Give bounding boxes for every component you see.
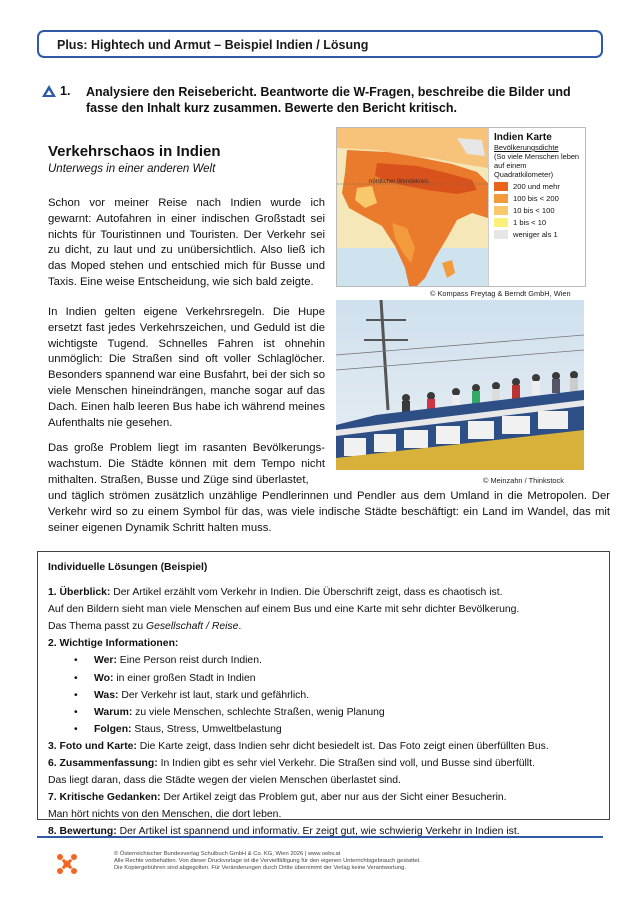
legend-label: 200 und mehr: [513, 182, 560, 191]
solution-bullet-list: [48, 652, 603, 737]
solution-item-1: 1. Überblick: Der Artikel erzählt vom Verkehr in Indien. Die Überschrift zeigt, dass es chaotisch ist.: [48, 587, 503, 599]
india-density-map: [336, 127, 586, 287]
list-item: • Was: Der Verkehr ist laut, stark und gefährlich.: [74, 689, 310, 701]
header-box: [37, 30, 603, 58]
solution-box: [37, 551, 610, 838]
map-legend-title: Indien Karte: [494, 132, 552, 143]
crowded-bus-photo: [336, 300, 584, 470]
map-legend: [488, 128, 585, 286]
map-legend-subtitle: [494, 143, 580, 179]
footer-copyright: [114, 851, 534, 873]
list-item: • Folgen: Staus, Stress, Umweltbelastung: [74, 723, 282, 735]
legend-swatch: [494, 206, 508, 215]
solution-item-1-line-3: Das Thema passt zu Gesellschaft / Reise.: [48, 621, 242, 633]
solution-item-7: 7. Kritische Gedanken: Der Artikel zeigt das Problem gut, aber nur aus der Sicht einer Besucherin.: [48, 792, 507, 804]
article-paragraph-3: Das große Problem liegt im rasanten Bevölkerungs-wachstum. Die Städte können mit dem Tempo nicht mithalten. Straßen, Busse und Züge sind überlastet,: [48, 442, 325, 486]
solution-item-3: 3. Foto und Karte: Die Karte zeigt, dass Indien sehr dicht besiedelt ist. Das Foto zeigt einen überfüllten Bus.: [48, 740, 549, 752]
article-paragraph-1: Schon vor meiner Reise nach Indien wurde ich gewarnt: Autofahren in einer indischen Großstadt sei nichts für Touristinnen und Touristen. Der Verkehr sei zu dicht, zu laut und zu unübersichtlich. Also ließ ich das Moped stehen und entschied mich für Busse und Taxis. Eine weise Entscheidung, wie sich bald zeigte.: [48, 197, 325, 288]
article-paragraph-3-continued: und täglich strömen zusätzlich unzählige Pendlerinnen und Pendler aus dem Umland in die Metropolen. Der Verkehr wird so zu einem Symbol für das, was viele indische Städte beschäftigt: ein Land im Wandel, das mit seiner eigenen Dynamik Schritt halten muss.: [48, 490, 610, 534]
footer-line-1: © Österreichischer Bundesverlag Schulbuch GmbH & Co. KG, Wien 2026 | www.oebv.at: [114, 851, 341, 857]
list-item: • Wo: in einer großen Stadt in Indien: [74, 672, 256, 684]
legend-label: 10 bis < 100: [513, 206, 555, 215]
warning-triangle-icon: [42, 85, 56, 97]
list-item: • Wer: Eine Person reist durch Indien.: [74, 655, 262, 667]
page-title: Plus: Hightech und Armut – Beispiel Indien / Lösung: [57, 38, 369, 52]
legend-row: [494, 218, 580, 227]
legend-swatch: [494, 218, 508, 227]
footer-divider: [37, 836, 603, 838]
legend-label: 100 bis < 200: [513, 194, 559, 203]
article-title: Verkehrschaos in Indien: [48, 143, 221, 160]
article-subtitle: Unterwegs in einer anderen Welt: [48, 163, 216, 175]
footer-line-3: Die Kopiergebühren sind abgegolten. Für Veränderungen durch Dritte übernimmt der Verlag keine Verantwortung.: [114, 865, 406, 872]
footer-line-2: Alle Rechte vorbehalten. Von dieser Druckvorlage ist die Vervielfältigung für den eigenen Unterrichtsgebrauch gestattet.: [114, 858, 421, 865]
solution-item-6-line-2: Das liegt daran, dass die Städte wegen der vielen Menschen überlastet sind.: [48, 775, 401, 787]
solution-item-7-line-2: Man hört nichts von den Menschen, die dort leben.: [48, 809, 282, 821]
legend-swatch: [494, 182, 508, 191]
map-legend-rows: [494, 182, 580, 239]
legend-swatch: [494, 194, 508, 203]
legend-row: [494, 230, 580, 239]
tropic-label: nördlicher Wendekreis: [369, 179, 429, 185]
publisher-logo-icon: [55, 852, 79, 876]
legend-label: weniger als 1: [513, 230, 558, 239]
solution-item-8: 8. Bewertung: Der Artikel ist spannend und informativ. Er zeigt gut, wie schwierig Verkehr in Indien ist.: [48, 826, 520, 838]
solution-item-1-line-2: Auf den Bildern sieht man viele Menschen auf einem Bus und eine Karte mit sehr dichter Bevölkerung.: [48, 604, 520, 616]
map-legend-subtitle-underlined: Bevölkerungsdichte: [494, 143, 559, 152]
legend-row: [494, 206, 580, 215]
task-number: 1.: [60, 84, 71, 98]
solution-content: [48, 559, 603, 841]
solution-heading: Individuelle Lösungen (Beispiel): [48, 562, 208, 573]
article-paragraph-2: In Indien gelten eigene Verkehrsregeln. Die Hupe ersetzt fast jedes Verkehrszeichen, und Geduld ist die wichtigste Tugend. Schnelles Fahren ist ohnehin unmöglich: Die Straßen sind oft voller Schlaglöcher. Besonders spannend war eine Busfahrt, bei der sich so viele Menschen hineindrängen, manche sogar auf das Dach. Einen halb leeren Bus habe ich während meines Aufenthalts nie gesehen.: [48, 306, 325, 429]
solution-item-6: 6. Zusammenfassung: In Indien gibt es sehr viel Verkehr. Die Straßen sind voll, und Busse sind überfüllt.: [48, 758, 535, 770]
legend-row: [494, 182, 580, 191]
solution-item-2: 2. Wichtige Informationen:: [48, 638, 179, 650]
map-legend-subtitle-rest: (So viele Menschen leben auf einem Quadratkilometer): [494, 152, 580, 179]
map-credit: © Kompass Freytag & Berndt GmbH, Wien: [430, 289, 571, 298]
legend-swatch: [494, 230, 508, 239]
bus-photo-graphic: [336, 300, 584, 470]
legend-label: 1 bis < 10: [513, 218, 547, 227]
list-item: • Warum: zu viele Menschen, schlechte Straßen, wenig Planung: [74, 706, 385, 718]
photo-credit: © Meinzahn / Thinkstock: [483, 476, 564, 485]
task-instruction: Analysiere den Reisebericht. Beantworte die W-Fragen, beschreibe die Bilder und fasse den Inhalt kurz zusammen. Bewerte den Bericht kritisch.: [86, 85, 571, 115]
india-map-graphic: [337, 128, 488, 286]
legend-row: [494, 194, 580, 203]
